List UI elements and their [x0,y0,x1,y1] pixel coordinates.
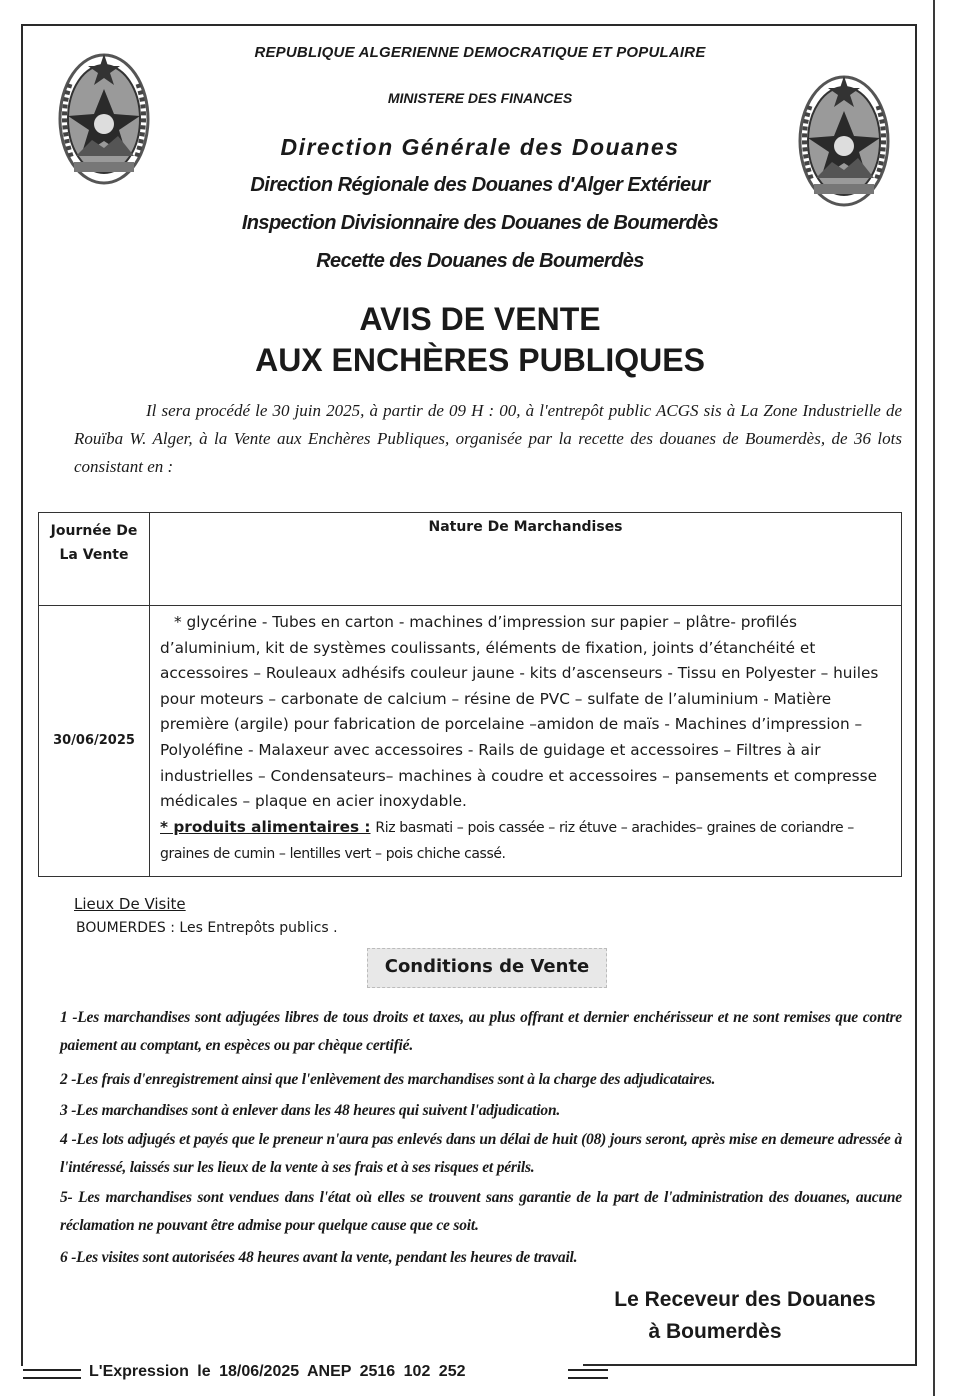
notice-subtitle: AUX ENCHÈRES PUBLIQUES [255,342,705,378]
goods-table [38,512,902,877]
food-products-label: * produits alimentaires : [160,817,371,836]
customs-emblem-left [50,44,158,194]
footer-rule-right [568,1369,608,1379]
condition-5: 5- Les marchandises sont vendues dans l'état où elles se trouvent sans garantie de la part de l'administration des douanes, aucune réclamation ne pouvant être admise pour quelque cause que ce soit. [60,1189,902,1234]
header-ministry: MINISTERE DES FINANCES [387,90,573,106]
notice-title: AVIS DE VENTE [359,301,601,337]
food-products [160,815,893,868]
condition-6: 6 -Les visites sont autorisées 48 heures avant la vente, pendant les heures de travail. [60,1249,578,1266]
condition-1: 1 -Les marchandises sont adjugées libres de tous droits et taxes, au plus offrant et dernier enchérisseur et ne sont remises que contre paiement au comptant, en espèces ou par chèque certifié. [60,1009,902,1054]
intro-paragraph: Il sera procédé le 30 juin 2025, à partir de 09 H : 00, à l'entrepôt public ACGS sis à La Zone Industrielle de Rouïba W. Alger, à la Vente aux Enchères Publiques, organisée par la recette des douanes de Boumerdès, de 36 lots consistant en : [74,401,902,476]
header-general-direction: Direction Générale des Douanes [280,134,680,160]
table-row [39,606,902,877]
goods-list: * glycérine - Tubes en carton - machines d’impression sur papier – plâtre- profilés d’aluminium, kit de systèmes coulissants, éléments de fixation, joints d’étanchéité et accessoires – Rouleaux adhésifs couleur jaune - kits d’ascenseurs - Tissu en Polyester – huiles pour moteurs – carbonate de calcium – résine de PVC – sulfate de l’aluminium - Matière première (argile) pour fabrication de porcelaine –amidon de maïs - Machines d’impression – Polyoléfine - Malaxeur avec accessoires - Rails de guidage et accessoires – Filtres à air industrielles – Condensateurs– machines à coudre et accessoires – pansements et compresse médicales – plaque en acier inoxydable. [160,613,879,811]
condition-3: 3 -Les marchandises sont à enlever dans les 48 heures qui suivent l'adjudication. [60,1102,561,1119]
goods-cell [150,606,902,877]
visit-places-text: BOUMERDES : Les Entrepôts publics . [76,920,338,936]
header-recette: Recette des Douanes de Boumerdès [316,250,644,272]
food-products-list: Riz basmati – pois cassée – riz étuve – arachides– graines de coriandre – graines de cumin – lentilles vert – pois chiche cassé. [160,819,854,863]
conditions-title: Conditions de Vente [367,948,607,988]
col-sale-day-header: Journée De La Vente [39,513,150,606]
header-inspection: Inspection Divisionnaire des Douanes de Boumerdès [241,212,719,234]
footer-rule-left [23,1369,81,1379]
visit-places-title: Lieux De Visite [74,895,186,913]
header-republic: REPUBLIQUE ALGERIENNE DEMOCRATIQUE ET POPULAIRE [254,44,706,61]
table-header-row [39,513,902,606]
page-edge-line [933,0,935,1396]
sale-date: 30/06/2025 [39,606,150,877]
col-goods-header: Nature De Marchandises [150,513,902,606]
condition-4: 4 -Les lots adjugés et payés que le preneur n'aura pas enlevés dans un délai de huit (08) jours seront, après mise en demeure adressée à l'intéressé, laissés sur les lieux de la vente à ses frais et à ses risques et périls. [60,1131,902,1176]
signature-place: à Boumerdès [648,1320,782,1343]
condition-2: 2 -Les frais d'enregistrement ainsi que l'enlèvement des marchandises sont à la charge des adjudicataires. [60,1071,716,1088]
publication-footer [23,1360,583,1384]
signature-title: Le Receveur des Douanes [614,1288,876,1311]
customs-emblem-right [790,66,898,216]
publication-reference: L'Expression le 18/06/2025 ANEP 2516 102 252 [89,1363,466,1380]
header-regional-direction: Direction Régionale des Douanes d'Alger Extérieur [250,174,710,196]
